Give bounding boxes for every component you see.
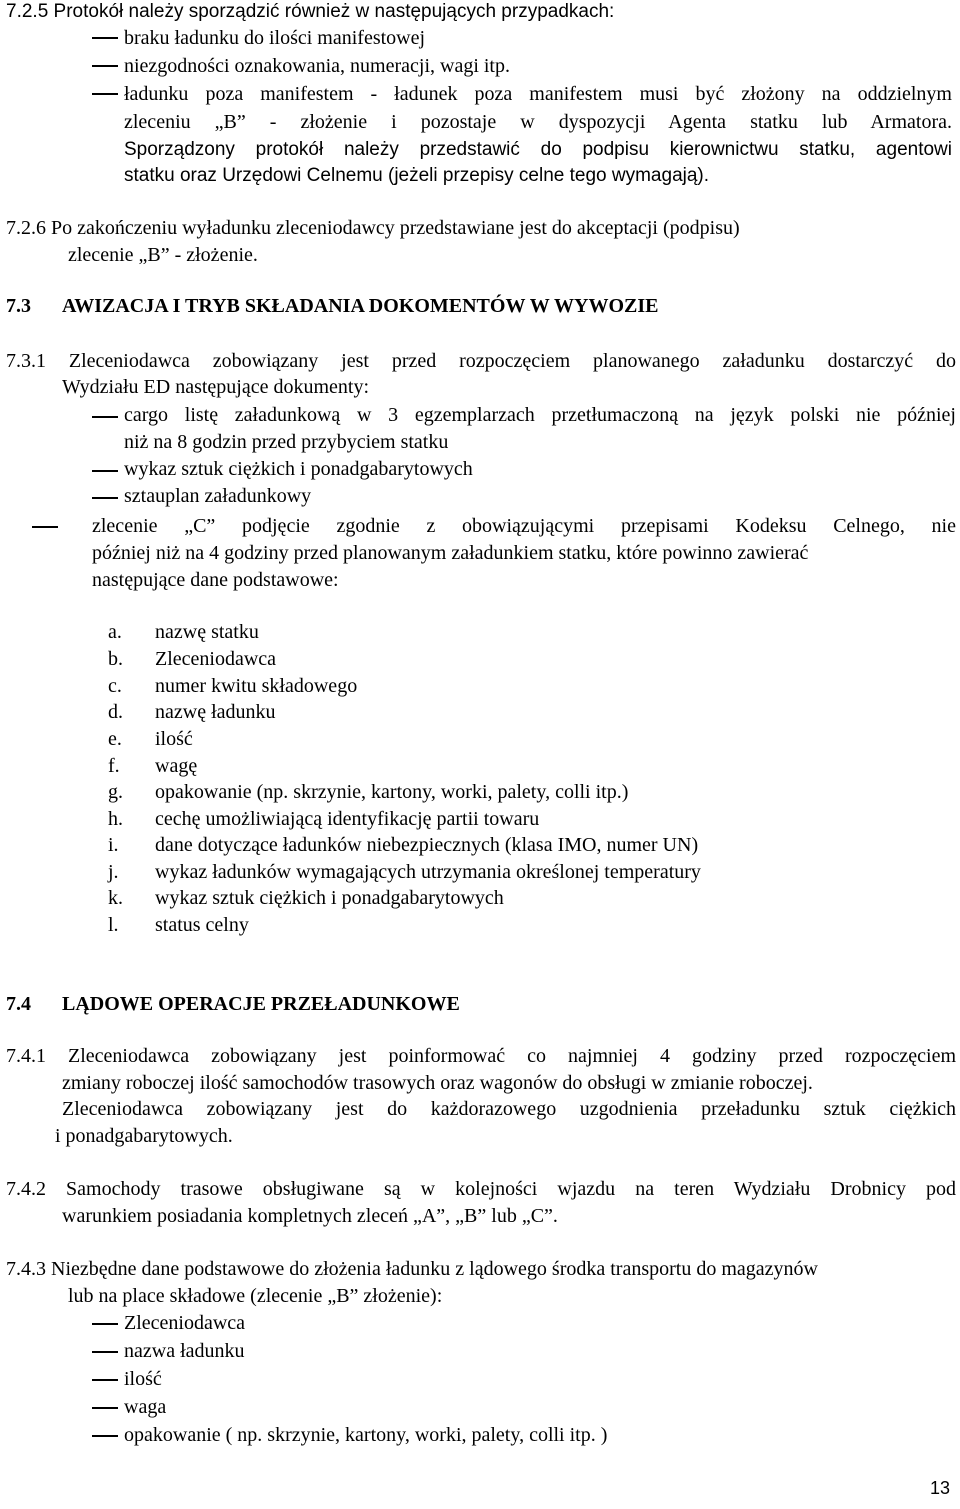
dash-bullet	[92, 65, 118, 67]
section-7-3-1-text: 7.3.1 Zleceniodawca zobowiązany jest przed rozpoczęciem planowanego załadunku dostarczyć do	[6, 350, 956, 372]
list-item: numer kwitu składowego	[155, 675, 358, 697]
paragraph-line: statku oraz Urzędowi Celnemu (jeżeli przepisy celne tego wymagają).	[124, 165, 710, 186]
section-7-4-1-text: 7.4.1 Zleceniodawca zobowiązany jest poinformować co najmniej 4 godziny przed rozpoczęciem	[6, 1045, 956, 1067]
bullet-item-continuation: niż na 8 godzin przed przybyciem statku	[124, 431, 449, 453]
list-item-letter: f.	[108, 755, 120, 777]
list-item: Zleceniodawca	[155, 648, 277, 670]
list-item: nazwę statku	[155, 621, 259, 643]
dash-bullet	[92, 416, 118, 418]
bullet-item: waga	[124, 1396, 167, 1418]
section-7-4-title: LĄDOWE OPERACJE PRZEŁADUNKOWE	[62, 993, 460, 1015]
list-item: ilość	[155, 728, 193, 750]
list-item-letter: a.	[108, 621, 122, 643]
section-7-3-title: AWIZACJA I TRYB SKŁADANIA DOKOMENTÓW W WYWOZIE	[62, 295, 659, 317]
dash-bullet	[92, 93, 118, 95]
section-7-2-5-heading: 7.2.5 Protokół należy sporządzić również w następujących przypadkach:	[6, 1, 615, 22]
bullet-item: braku ładunku do ilości manifestowej	[124, 27, 426, 49]
section-7-4-3-continuation: lub na place składowe (zlecenie „B” złożenie):	[68, 1285, 443, 1307]
list-item: opakowanie (np. skrzynie, kartony, worki, palety, colli itp.)	[155, 781, 629, 803]
list-item-letter: h.	[108, 808, 123, 830]
section-7-4-1-continuation: Zleceniodawca zobowiązany jest do każdorazowego uzgodnienia przeładunku sztuk ciężkich	[62, 1098, 956, 1120]
section-7-4-1-continuation: i ponadgabarytowych.	[55, 1125, 233, 1147]
dash-bullet	[92, 470, 118, 472]
bullet-item: cargo listę załadunkową w 3 egzemplarzach przetłumaczoną na język polski nie później	[124, 404, 956, 426]
bullet-item-continuation: zleceniu „B” - złożenie i pozostaje w dyspozycji Agenta statku lub Armatora.	[124, 111, 952, 133]
list-item: wagę	[155, 755, 198, 777]
section-7-3-1-continuation: Wydziału ED następujące dokumenty:	[62, 376, 370, 398]
section-7-2-6-text: 7.2.6 Po zakończeniu wyładunku zleceniodawcy przedstawiane jest do akceptacji (podpisu)	[6, 217, 740, 239]
list-item: cechę umożliwiającą identyfikację partii towaru	[155, 808, 540, 830]
paragraph-line: Sporządzony protokół należy przedstawić do podpisu kierownictwu statku, agentowi	[124, 139, 952, 160]
bullet-item: wykaz sztuk ciężkich i ponadgabarytowych	[124, 458, 473, 480]
dash-bullet	[92, 1351, 118, 1353]
bullet-item: nazwa ładunku	[124, 1340, 245, 1362]
dash-bullet	[92, 497, 118, 499]
bullet-item: ładunku poza manifestem - ładunek poza manifestem musi być złożony na oddzielnym	[124, 83, 952, 105]
zlecenie-c-line: zlecenie „C” podjęcie zgodnie z obowiązującymi przepisami Kodeksu Celnego, nie	[92, 515, 956, 537]
section-7-4-number: 7.4	[6, 993, 31, 1015]
zlecenie-c-line: później niż na 4 godziny przed planowanym załadunkiem statku, które powinno zawierać	[92, 542, 809, 564]
list-item: wykaz ładunków wymagających utrzymania określonej temperatury	[155, 861, 701, 883]
bullet-item: niezgodności oznakowania, numeracji, wagi itp.	[124, 55, 510, 77]
list-item-letter: l.	[108, 914, 119, 936]
list-item: dane dotyczące ładunków niebezpiecznych (klasa IMO, numer UN)	[155, 834, 699, 856]
dash-bullet	[32, 526, 58, 528]
dash-bullet	[92, 1407, 118, 1409]
list-item-letter: k.	[108, 887, 123, 909]
section-7-2-6-continuation: zlecenie „B” - złożenie.	[68, 244, 258, 266]
zlecenie-c-line: następujące dane podstawowe:	[92, 569, 339, 591]
dash-bullet	[92, 37, 118, 39]
list-item: wykaz sztuk ciężkich i ponadgabarytowych	[155, 887, 504, 909]
list-item: status celny	[155, 914, 249, 936]
bullet-item: opakowanie ( np. skrzynie, kartony, worki, palety, colli itp. )	[124, 1424, 608, 1446]
list-item-letter: g.	[108, 781, 123, 803]
page-number: 13	[929, 1478, 950, 1498]
list-item-letter: c.	[108, 675, 122, 697]
list-item-letter: e.	[108, 728, 122, 750]
section-7-3-number: 7.3	[6, 295, 31, 317]
list-item-letter: d.	[108, 701, 123, 723]
section-7-4-1-continuation: zmiany roboczej ilość samochodów trasowych oraz wagonów do obsługi w zmianie roboczej.	[62, 1072, 813, 1094]
list-item: nazwę ładunku	[155, 701, 276, 723]
section-7-4-3-text: 7.4.3 Niezbędne dane podstawowe do złożenia ładunku z lądowego środka transportu do magazynów	[6, 1258, 818, 1280]
dash-bullet	[92, 1379, 118, 1381]
bullet-item: ilość	[124, 1368, 162, 1390]
list-item-letter: i.	[108, 834, 119, 856]
section-7-4-2-text: 7.4.2 Samochody trasowe obsługiwane są w kolejności wjazdu na teren Wydziału Drobnicy pod	[6, 1178, 956, 1200]
list-item-letter: b.	[108, 648, 123, 670]
section-7-4-2-continuation: warunkiem posiadania kompletnych zleceń „A”, „B” lub „C”.	[62, 1205, 558, 1227]
list-item-letter: j.	[108, 861, 119, 883]
bullet-item: sztauplan załadunkowy	[124, 485, 312, 507]
dash-bullet	[92, 1435, 118, 1437]
bullet-item: Zleceniodawca	[124, 1312, 246, 1334]
dash-bullet	[92, 1323, 118, 1325]
